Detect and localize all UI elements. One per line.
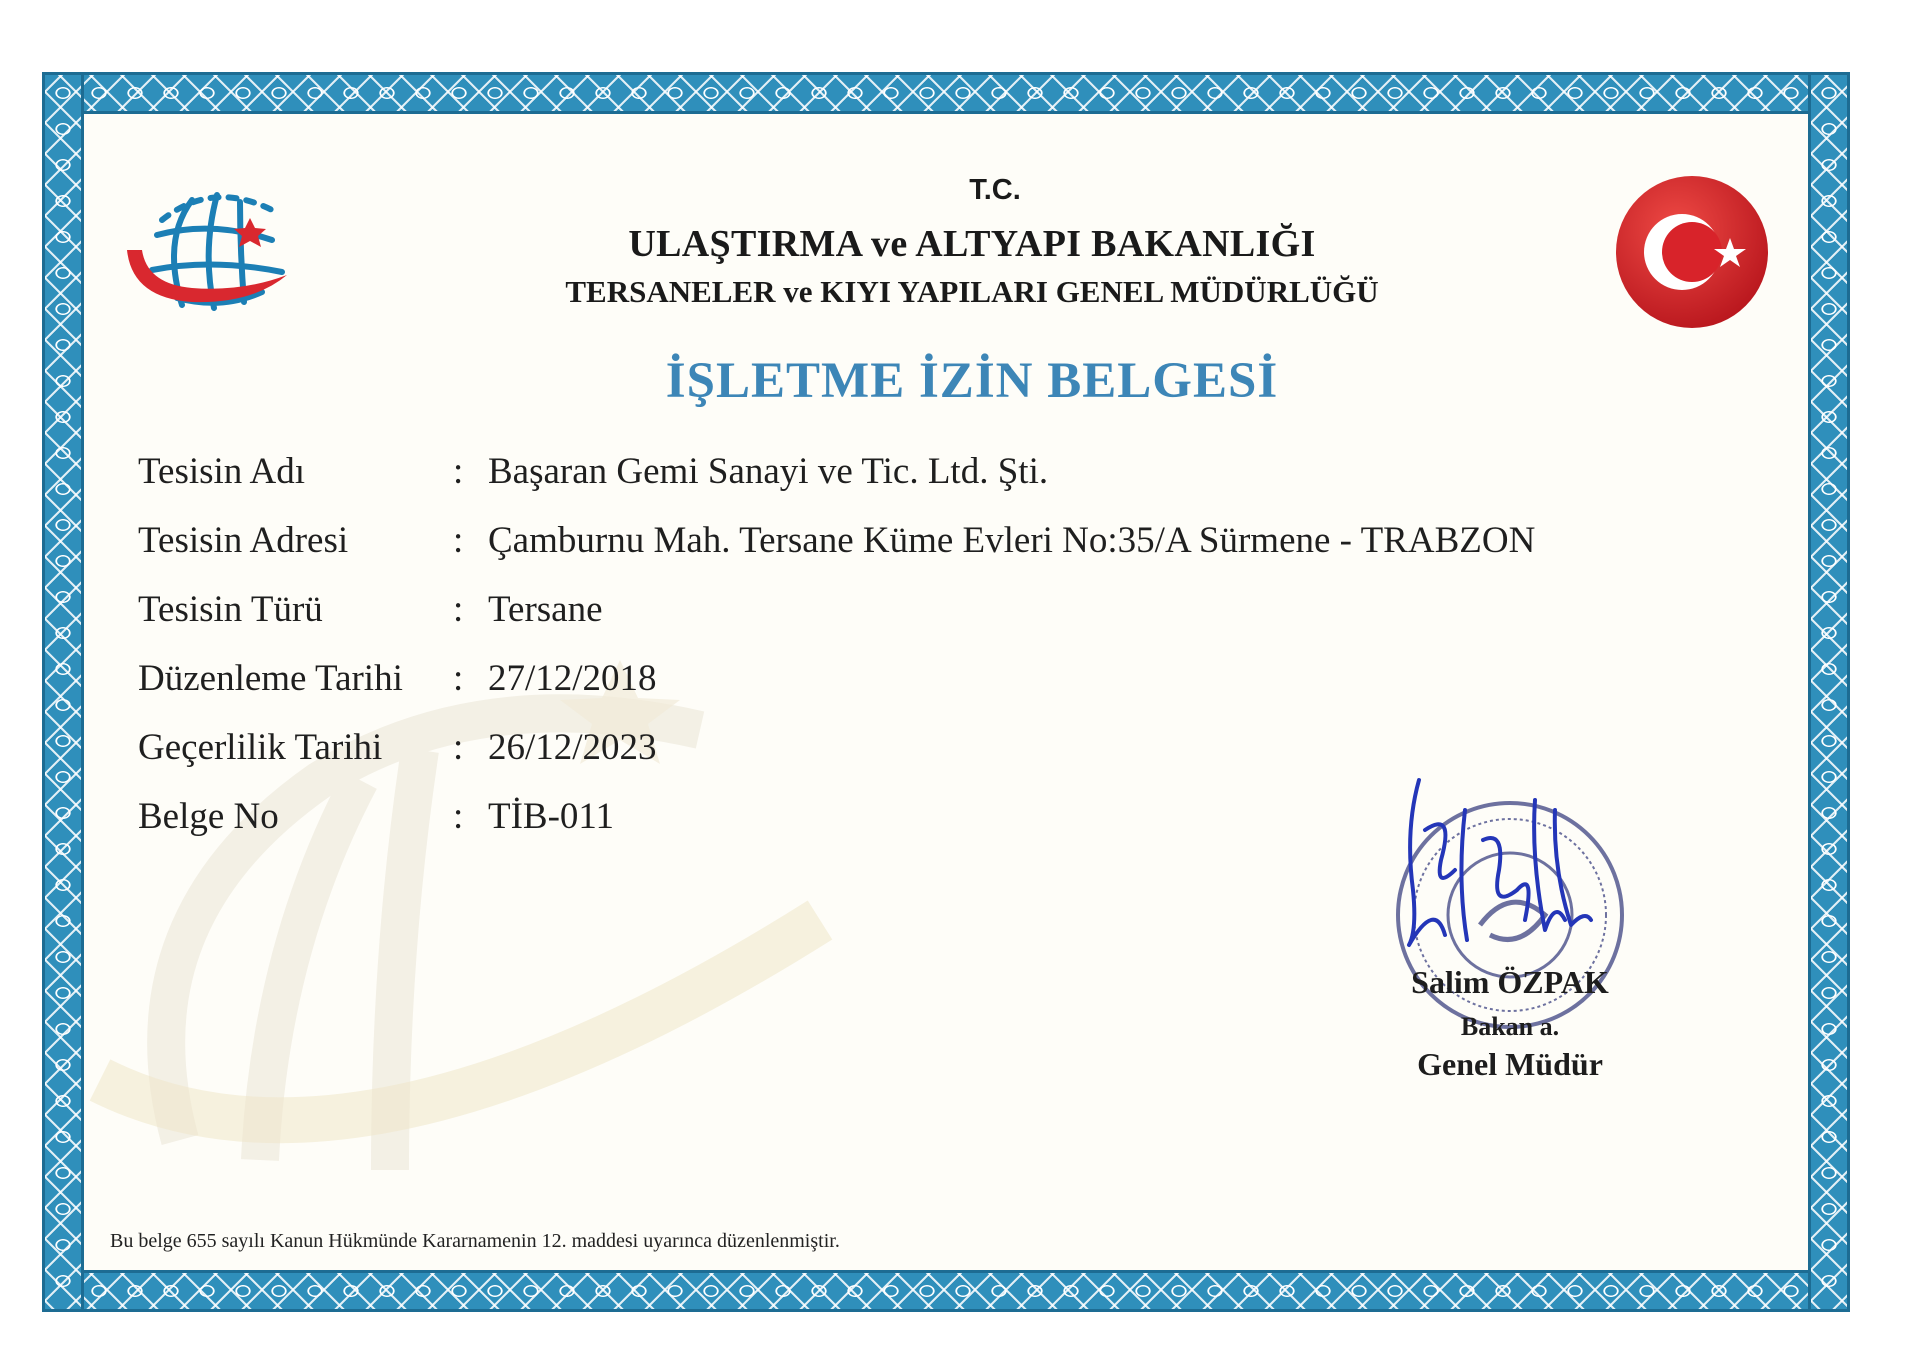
field-value: TİB-011 [488,796,615,837]
border-bottom [42,1270,1850,1312]
header-ministry: ULAŞTIRMA ve ALTYAPI BAKANLIĞI [628,223,1316,265]
field-value: Çamburnu Mah. Tersane Küme Evleri No:35/A Sürmene - TRABZON [488,520,1536,561]
header-directorate: TERSANELER ve KIYI YAPILARI GENEL MÜDÜRLÜĞÜ [565,274,1379,309]
field-separator: : [453,658,464,699]
field-label: Tesisin Adresi [138,520,349,561]
document-title: İŞLETME İZİN BELGESİ [665,353,1279,409]
field-value: Tersane [488,589,603,630]
watermark-globe-icon [60,620,960,1180]
header-tc: T.C. [969,174,1021,206]
field-label: Geçerlilik Tarihi [138,727,383,768]
field-value: Başaran Gemi Sanayi ve Tic. Ltd. Şti. [488,451,1049,492]
field-separator: : [453,727,464,768]
field-label: Belge No [138,796,279,837]
field-separator: : [453,451,464,492]
field-label: Tesisin Adı [138,451,306,492]
field-separator: : [453,589,464,630]
border-top [42,72,1850,114]
signatory-name: Salim ÖZPAK [1411,964,1609,1000]
field-separator: : [453,796,464,837]
field-label: Tesisin Türü [138,589,323,630]
field-separator: : [453,520,464,561]
footer-note: Bu belge 655 sayılı Kanun Hükmünde Kararnamenin 12. maddesi uyarınca düzenlenmiştir. [110,1230,840,1252]
signatory-title: Genel Müdür [1417,1046,1603,1082]
signatory-on-behalf: Bakan a. [1460,1012,1560,1041]
signature-icon [1395,770,1595,980]
field-label: Düzenleme Tarihi [138,658,403,699]
field-value: 26/12/2023 [488,727,657,768]
field-value: 27/12/2018 [488,658,657,699]
